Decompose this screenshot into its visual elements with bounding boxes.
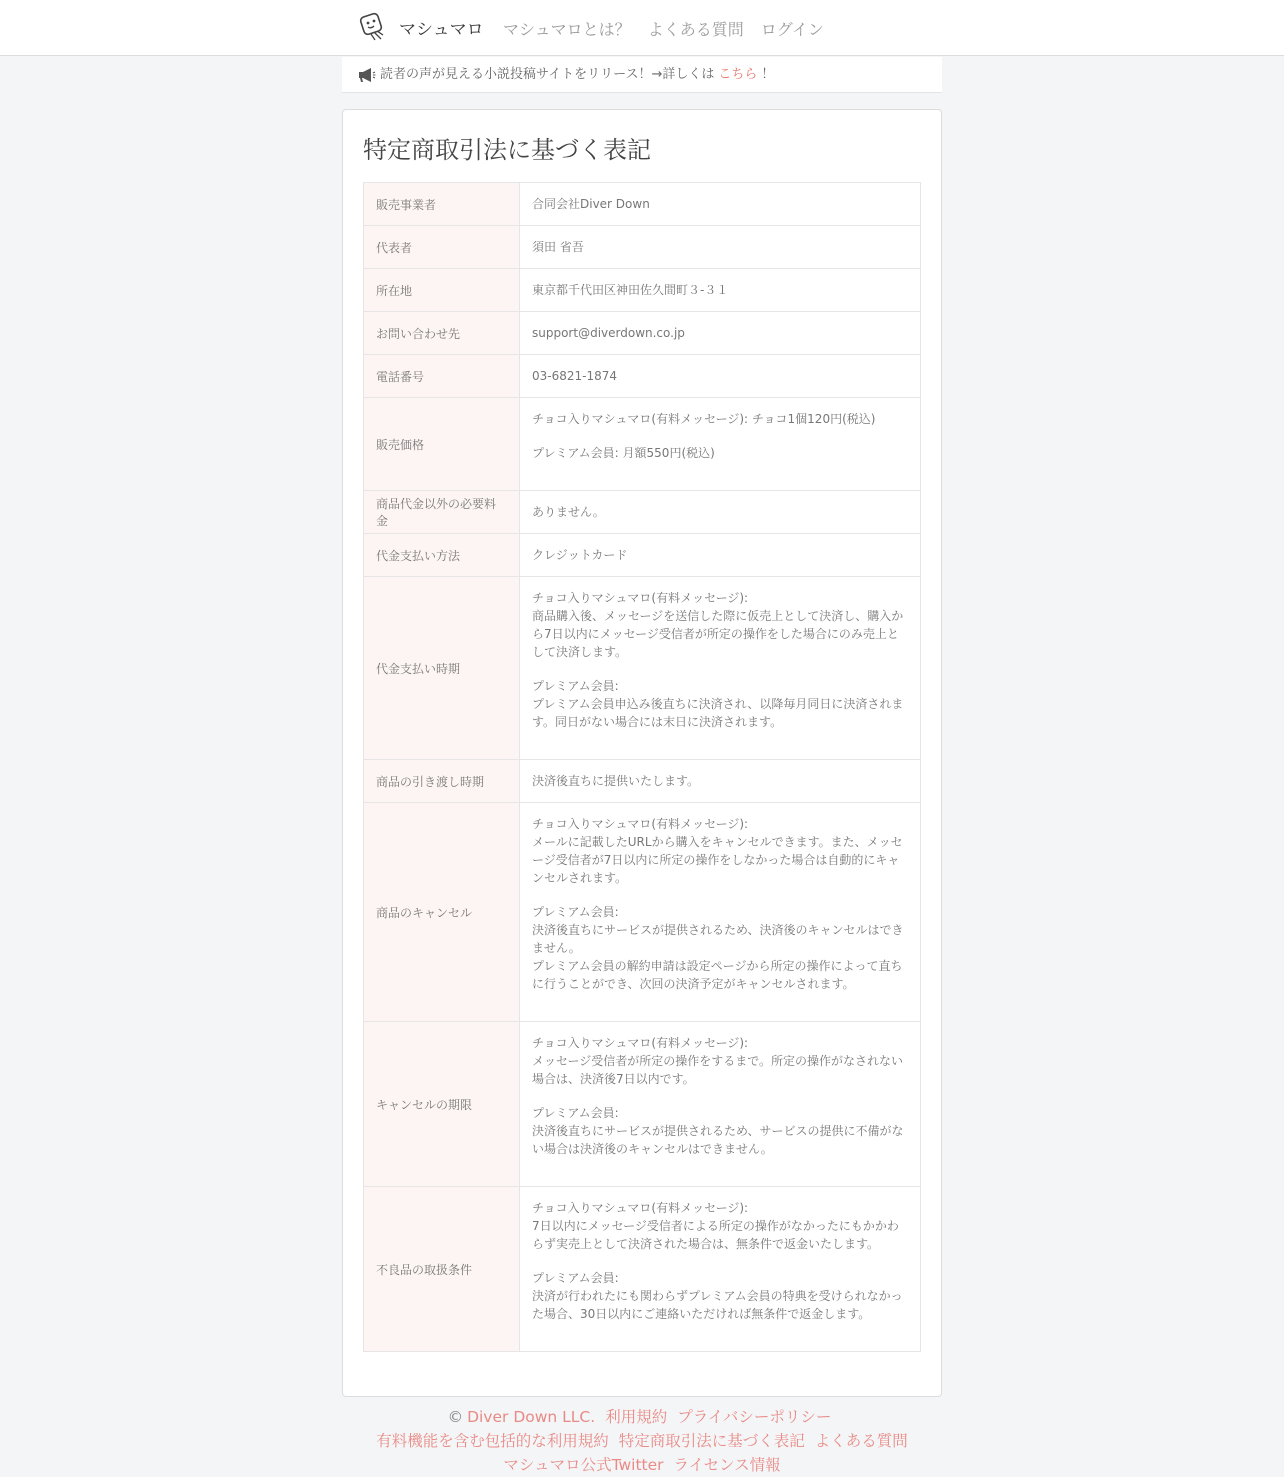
row-value <box>520 577 921 760</box>
row-value <box>520 355 921 398</box>
table-row <box>364 1022 921 1187</box>
footer-link-company[interactable]: Diver Down LLC. <box>467 1408 596 1426</box>
brand-home-link[interactable] <box>357 12 484 42</box>
table-row <box>364 183 921 226</box>
nav-link-login[interactable]: ログイン <box>760 20 824 39</box>
legal-table <box>363 182 921 1352</box>
footer <box>342 1405 942 1477</box>
row-value-paragraph: クレジットカード <box>532 548 628 562</box>
row-value-paragraph: プレミアム会員: 月額550円(税込) <box>532 446 715 460</box>
row-value <box>520 398 921 491</box>
table-row <box>364 398 921 491</box>
page-title: 特定商取引法に基づく表記 <box>363 136 651 164</box>
row-label: 販売事業者 <box>364 183 520 226</box>
nav-link-about[interactable]: マシュマロとは？ <box>503 20 631 39</box>
footer-line-3 <box>342 1453 942 1477</box>
table-row <box>364 355 921 398</box>
row-label: 商品のキャンセル <box>364 803 520 1022</box>
row-label: 不良品の取扱条件 <box>364 1187 520 1352</box>
row-value-paragraph: プレミアム会員: 決済後直ちにサービスが提供されるため、サービスの提供に不備がない場合は決済後のキャンセルはできません。 <box>532 1106 904 1156</box>
row-value <box>520 491 921 534</box>
footer-line-2 <box>342 1429 942 1453</box>
row-value <box>520 803 921 1022</box>
footer-link-license[interactable]: ライセンス情報 <box>673 1456 781 1474</box>
row-value <box>520 534 921 577</box>
row-value-paragraph: 須田 省吾 <box>532 240 584 254</box>
row-value-paragraph: プレミアム会員: 決済後直ちにサービスが提供されるため、決済後のキャンセルはできません。 プレミアム会員の解約申請は設定ページから所定の操作によって直ちに行うことができ、次回の決済予定がキャンセルされます。 <box>532 905 904 991</box>
footer-link-full-terms[interactable]: 有料機能を含む包括的な利用規約 <box>376 1432 609 1450</box>
row-value <box>520 1022 921 1187</box>
announcement-suffix: ！ <box>761 66 775 82</box>
footer-link-terms[interactable]: 利用規約 <box>605 1408 668 1426</box>
table-row <box>364 760 921 803</box>
announcement-bar <box>342 57 942 93</box>
footer-line-1 <box>342 1405 942 1429</box>
announcement-text: 読者の声が見える小説投稿サイトをリリース！→詳しくは <box>380 66 715 82</box>
row-value <box>520 760 921 803</box>
row-value-paragraph: チョコ入りマシュマロ(有料メッセージ): 7日以内にメッセージ受信者による所定の操作がなかったにもかかわらず実売上として決済された場合は、無条件で返金いたします。 <box>532 1201 899 1251</box>
row-label: 代金支払い時期 <box>364 577 520 760</box>
table-row <box>364 312 921 355</box>
row-label: 販売価格 <box>364 398 520 491</box>
legal-card <box>342 109 942 1397</box>
row-value-paragraph: チョコ入りマシュマロ(有料メッセージ): チョコ1個120円(税込) <box>532 412 876 426</box>
copyright-symbol: © <box>447 1408 464 1426</box>
table-row <box>364 577 921 760</box>
table-row <box>364 269 921 312</box>
footer-link-faq[interactable]: よくある質問 <box>814 1432 908 1450</box>
row-value <box>520 226 921 269</box>
row-label: 所在地 <box>364 269 520 312</box>
row-value-paragraph: チョコ入りマシュマロ(有料メッセージ): メッセージ受信者が所定の操作をするまで。所定の操作がなされない場合は、決済後7日以内です。 <box>532 1036 904 1086</box>
row-value <box>520 312 921 355</box>
table-row <box>364 803 921 1022</box>
footer-link-privacy[interactable]: プライバシーポリシー <box>677 1408 832 1426</box>
row-value-paragraph: support@diverdown.co.jp <box>532 326 685 340</box>
table-row <box>364 534 921 577</box>
row-value-paragraph: 決済後直ちに提供いたします。 <box>532 774 700 788</box>
row-value-paragraph: ありません。 <box>532 505 605 519</box>
nav-links <box>503 17 841 40</box>
footer-link-tokushoho[interactable]: 特定商取引法に基づく表記 <box>618 1432 805 1450</box>
row-value-paragraph: チョコ入りマシュマロ(有料メッセージ): 商品購入後、メッセージを送信した際に仮売上として決済し、購入から7日以内にメッセージ受信者が所定の操作をした場合にのみ売上として決済します。 <box>532 591 904 659</box>
table-row <box>364 491 921 534</box>
row-value-paragraph: プレミアム会員: 決済が行われたにも関わらずプレミアム会員の特典を受けられなかった場合、30日以内にご連絡いただければ無条件で返金します。 <box>532 1271 903 1321</box>
row-value <box>520 1187 921 1352</box>
navbar <box>0 0 1284 56</box>
row-value <box>520 183 921 226</box>
row-label: 商品の引き渡し時期 <box>364 760 520 803</box>
table-row <box>364 1187 921 1352</box>
row-value-paragraph: プレミアム会員: プレミアム会員申込み後直ちに決済され、以降毎月同日に決済されます。同日がない場合には末日に決済されます。 <box>532 679 904 729</box>
row-label: 代表者 <box>364 226 520 269</box>
row-value <box>520 269 921 312</box>
row-label: お問い合わせ先 <box>364 312 520 355</box>
marshmallow-logo-icon <box>357 12 387 42</box>
row-label: キャンセルの期限 <box>364 1022 520 1187</box>
table-row <box>364 226 921 269</box>
row-label: 商品代金以外の必要料金 <box>364 491 520 534</box>
row-value-paragraph: 合同会社Diver Down <box>532 197 650 211</box>
footer-link-twitter[interactable]: マシュマロ公式Twitter <box>503 1456 664 1474</box>
row-value-paragraph: チョコ入りマシュマロ(有料メッセージ): メールに記載したURLから購入をキャンセルできます。また、メッセージ受信者が7日以内に所定の操作をしなかった場合は自動的にキャンセルされます。 <box>532 817 903 885</box>
row-label: 代金支払い方法 <box>364 534 520 577</box>
row-value-paragraph: 東京都千代田区神田佐久間町３-３１ <box>532 283 729 297</box>
brand-name: マシュマロ <box>399 19 484 40</box>
row-label: 電話番号 <box>364 355 520 398</box>
nav-link-faq[interactable]: よくある質問 <box>647 20 744 39</box>
row-value-paragraph: 03-6821-1874 <box>532 369 618 383</box>
announcement-link[interactable]: こちら <box>718 66 758 82</box>
megaphone-icon <box>358 68 376 82</box>
